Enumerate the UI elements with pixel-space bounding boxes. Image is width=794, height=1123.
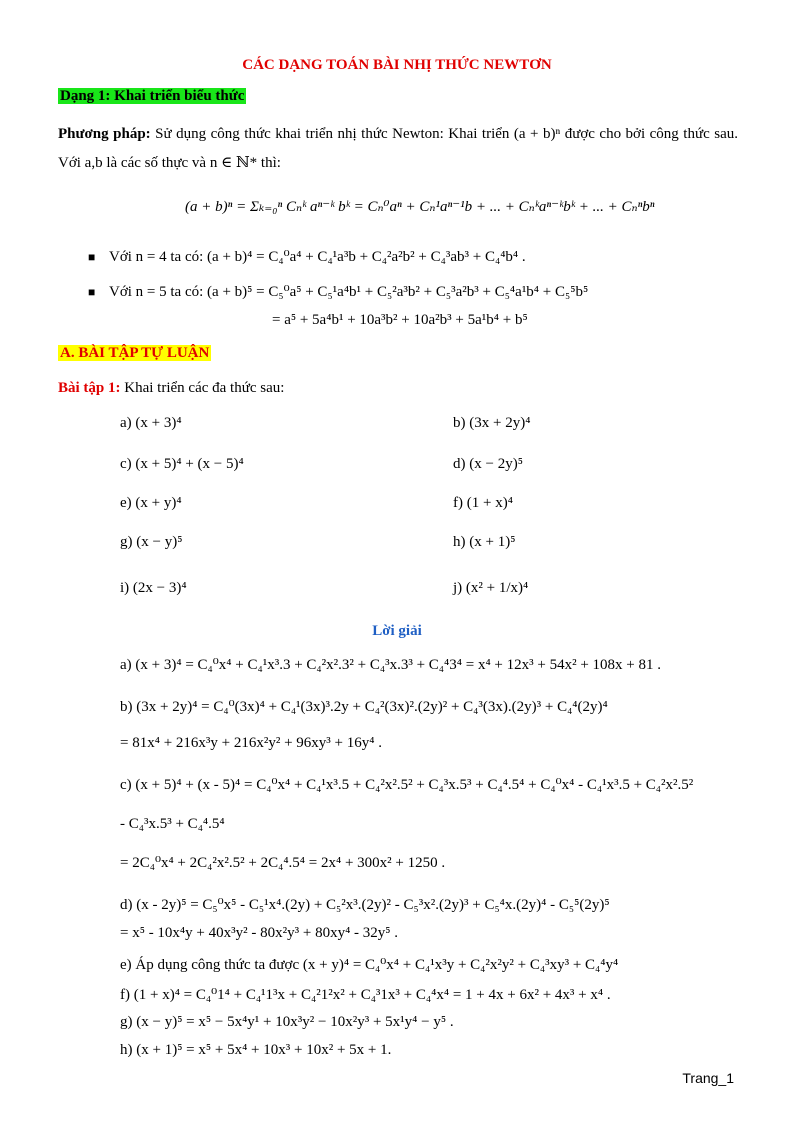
exercise-item: f) (1 + x)⁴ — [453, 495, 513, 511]
bullet-item — [88, 247, 526, 266]
solution-line: - C₄³x.5³ + C₄⁴.5⁴ — [120, 816, 225, 832]
bullet-text: Với n = 5 ta có: (a + b)⁵ = C₅⁰a⁵ + C₅¹a⁴b¹ + C₅²a³b² + C₅³a²b³ + C₅⁴a¹b⁴ + C₅⁵b⁵ — [109, 284, 589, 300]
solution-line: b) (3x + 2y)⁴ = C₄⁰(3x)⁴ + C₄¹(3x)³.2y + C₄²(3x)².(2y)² + C₄³(3x).(2y)³ + C₄⁴(2y)⁴ — [120, 699, 608, 715]
method-label: Phương pháp: — [58, 126, 151, 142]
exercise-item: c) (x + 5)⁴ + (x − 5)⁴ — [120, 456, 244, 472]
solution-title: Lời giải — [372, 623, 422, 639]
solution-line: d) (x - 2y)⁵ = C₅⁰x⁵ - C₅¹x⁴.(2y) + C₅²x³.(2y)² - C₅³x².(2y)³ + C₅⁴x.(2y)⁴ - C₅⁵(2y)⁵ — [120, 897, 610, 913]
exercise-item: h) (x + 1)⁵ — [453, 534, 516, 550]
exercise-item: d) (x − 2y)⁵ — [453, 456, 523, 472]
exercise-item: j) (x² + 1/x)⁴ — [453, 580, 529, 596]
solution-line: h) (x + 1)⁵ = x⁵ + 5x⁴ + 10x³ + 10x² + 5x + 1. — [120, 1042, 392, 1058]
section-a-label: A. BÀI TẬP TỰ LUẬN — [60, 345, 210, 361]
exercise-item: a) (x + 3)⁴ — [120, 415, 182, 431]
solution-line: e) Áp dụng công thức ta được (x + y)⁴ = C₄⁰x⁴ + C₄¹x³y + C₄²x²y² + C₄³xy³ + C₄⁴y⁴ — [120, 957, 619, 973]
bullet-square-icon: ■ — [88, 250, 96, 264]
solution-line: = x⁵ - 10x⁴y + 40x³y² - 80x²y³ + 80xy⁴ - 32y⁵ . — [120, 925, 399, 941]
exercise-item: i) (2x − 3)⁴ — [120, 580, 187, 596]
exercise-item: e) (x + y)⁴ — [120, 495, 182, 511]
method-paragraph — [58, 120, 738, 178]
page-footer: Trang_1 — [682, 1070, 734, 1086]
exercise-item: g) (x − y)⁵ — [120, 534, 183, 550]
exercise-1-heading — [58, 380, 284, 397]
exercise-1-text: Khai triển các đa thức sau: — [124, 380, 285, 396]
exercise-item: b) (3x + 2y)⁴ — [453, 415, 531, 431]
dang1-label: Dạng 1: Khai triển biểu thức — [60, 88, 245, 104]
solution-line: f) (1 + x)⁴ = C₄⁰1⁴ + C₄¹1³x + C₄²1²x² + C₄³1x³ + C₄⁴x⁴ = 1 + 4x + 6x² + 4x³ + x⁴ . — [120, 987, 611, 1003]
solution-line: = 81x⁴ + 216x³y + 216x²y² + 96xy³ + 16y⁴ . — [120, 735, 382, 751]
binomial-formula: (a + b)ⁿ = Σₖ₌₀ⁿ Cₙᵏ aⁿ⁻ᵏ bᵏ = Cₙ⁰aⁿ + Cₙ¹aⁿ⁻¹b + ... + Cₙᵏaⁿ⁻ᵏbᵏ + ... + Cₙⁿbⁿ — [185, 199, 655, 215]
bullet-item — [88, 282, 588, 301]
method-text: Sử dụng công thức khai triển nhị thức Newton: Khai triển (a + b)ⁿ được cho bởi công thức sau. Với a,b là các số thực và n ∈ ℕ* thì: — [58, 126, 738, 171]
solution-line: a) (x + 3)⁴ = C₄⁰x⁴ + C₄¹x³.3 + C₄²x².3² + C₄³x.3³ + C₄⁴3⁴ = x⁴ + 12x³ + 54x² + 108x + 81 . — [120, 657, 662, 673]
bullet-text: Với n = 4 ta có: (a + b)⁴ = C₄⁰a⁴ + C₄¹a³b + C₄²a²b² + C₄³ab³ + C₄⁴b⁴ . — [109, 249, 526, 265]
solution-line: = 2C₄⁰x⁴ + 2C₄²x².5² + 2C₄⁴.5⁴ = 2x⁴ + 300x² + 1250 . — [120, 855, 446, 871]
page-title: CÁC DẠNG TOÁN BÀI NHỊ THỨC NEWTƠN — [242, 57, 552, 73]
bullet-square-icon: ■ — [88, 285, 96, 299]
exercise-1-label: Bài tập 1: — [58, 380, 121, 396]
section-a-heading — [58, 345, 211, 362]
dang1-heading — [58, 88, 246, 105]
solution-line: g) (x − y)⁵ = x⁵ − 5x⁴y¹ + 10x³y² − 10x²y³ + 5x¹y⁴ − y⁵ . — [120, 1014, 454, 1030]
solution-line: c) (x + 5)⁴ + (x - 5)⁴ = C₄⁰x⁴ + C₄¹x³.5 + C₄²x².5² + C₄³x.5³ + C₄⁴.5⁴ + C₄⁰x⁴ - C₄¹x³.5 + C₄²x².5² — [120, 777, 694, 793]
bullet-continuation: = a⁵ + 5a⁴b¹ + 10a³b² + 10a²b³ + 5a¹b⁴ + b⁵ — [272, 312, 528, 328]
